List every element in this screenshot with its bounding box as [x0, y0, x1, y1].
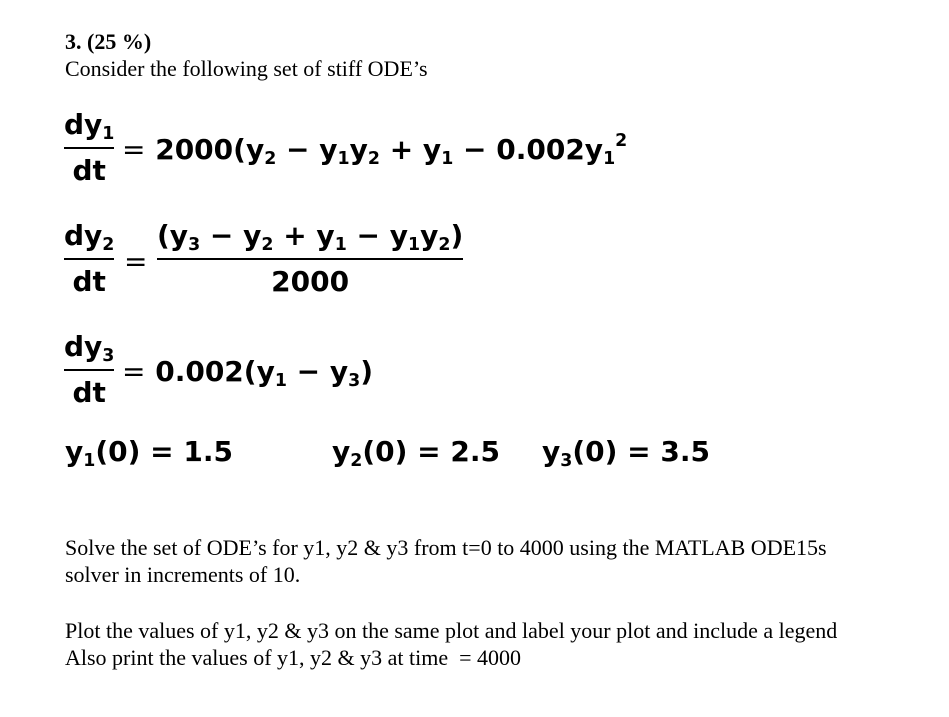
eq2-rhs-fraction	[157, 219, 464, 298]
initial-condition-y2: $y_2(0) = 2.5$	[332, 435, 500, 471]
eq3-lhs-denominator: dt	[72, 376, 106, 409]
eq2-rhs-denominator: 2000	[271, 265, 350, 298]
eq3-rhs: = $0.002(y_1 - y_3)$	[122, 355, 374, 391]
eq1-lhs-numerator: $dy_1$	[64, 108, 115, 144]
eq3-lhs-fraction	[64, 330, 115, 409]
solve-instruction-line1: Solve the set of ODE’s for y1, y2 & y3 from t=0 to 4000 using the MATLAB ODE15s	[65, 535, 827, 560]
eq3-lhs-numerator: $dy_3$	[64, 330, 115, 366]
initial-condition-y1: $y_1(0) = 1.5$	[65, 435, 233, 471]
problem-intro: Consider the following set of stiff ODE’s	[65, 56, 428, 81]
eq1-lhs-fraction	[64, 108, 115, 187]
solve-instruction-line2: solver in increments of 10.	[65, 562, 301, 587]
plot-instruction-line2: Also print the values of y1, y2 & y3 at time = 4000	[65, 645, 522, 670]
eq2-lhs-denominator: dt	[72, 265, 106, 298]
initial-condition-y3: $y_3(0) = 3.5$	[542, 435, 710, 471]
eq2-equals: =	[124, 245, 148, 278]
eq1-rhs: = $2000(y_2 - y_1y_2 + y_1 - 0.002y_1^2$	[122, 130, 628, 169]
eq2-rhs-numerator: $(y_3 - y_2 + y_1 - y_1y_2)$	[157, 219, 464, 255]
problem-number: 3. (25 %)	[65, 29, 152, 54]
eq2-lhs-numerator: $dy_2$	[64, 219, 115, 255]
plot-instruction-line1: Plot the values of y1, y2 & y3 on the same plot and label your plot and include a legend	[65, 618, 838, 643]
eq1-lhs-denominator: dt	[72, 154, 106, 187]
eq2-lhs-fraction	[64, 219, 115, 298]
